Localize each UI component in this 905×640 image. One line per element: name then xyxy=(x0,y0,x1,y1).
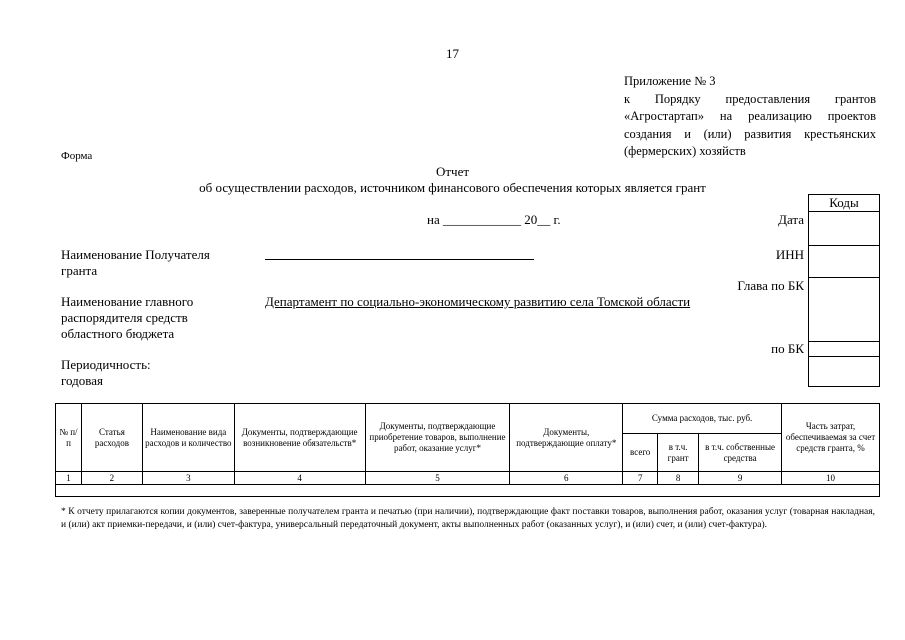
manager-value: Департамент по социально-экономическому развитию села Томской области xyxy=(265,294,691,309)
appendix-line-2: к Порядку предоставления грантов xyxy=(624,91,876,106)
code-cell-extra[interactable] xyxy=(809,356,879,387)
empty-data-cell[interactable] xyxy=(56,485,880,497)
col-number: 8 xyxy=(658,472,699,485)
col-number: 3 xyxy=(142,472,234,485)
col-number: 10 xyxy=(782,472,880,485)
col-number: 6 xyxy=(510,472,623,485)
date-year: 20__ xyxy=(524,212,551,227)
col-header-grant: в т.ч. грант xyxy=(658,434,699,472)
col-header-num: № п/п xyxy=(56,404,82,472)
period-label-line-1: Периодичность: xyxy=(61,357,151,372)
date-blank: ____________ xyxy=(442,212,521,227)
appendix-line-4: создания и (или) развития крестьянских xyxy=(624,126,876,141)
appendix-line-1: Приложение № 3 xyxy=(624,74,716,88)
col-number: 1 xyxy=(56,472,82,485)
recipient-label xyxy=(61,247,210,279)
col-number: 4 xyxy=(234,472,365,485)
codes-inn-label: ИНН xyxy=(775,247,804,262)
code-cell-inn[interactable] xyxy=(809,245,879,278)
col-number: 5 xyxy=(365,472,510,485)
codes-box xyxy=(808,194,880,387)
col-header-docs-obligation: Документы, подтверждающие возникновение обязательств* xyxy=(234,404,365,472)
page-number: 17 xyxy=(446,46,459,61)
col-number: 2 xyxy=(81,472,142,485)
codes-glava-label: Глава по БК xyxy=(737,278,804,293)
col-header-article: Статья расходов xyxy=(81,404,142,472)
period-label xyxy=(61,357,151,389)
table-row[interactable] xyxy=(56,485,880,497)
appendix-block xyxy=(624,73,876,161)
col-number: 9 xyxy=(699,472,782,485)
form-label: Форма xyxy=(61,150,93,162)
code-cell-bk[interactable] xyxy=(809,341,879,357)
column-number-row xyxy=(56,472,880,485)
recipient-label-line-1: Наименование Получателя xyxy=(61,247,210,262)
appendix-line-5: (фермерских) хозяйств xyxy=(624,144,746,158)
col-header-share: Часть затрат, обеспечиваемая за счет средств гранта, % xyxy=(782,404,880,472)
codes-bk-label: по БК xyxy=(771,341,804,356)
report-date-line xyxy=(427,212,561,228)
manager-label xyxy=(61,294,193,342)
col-header-total: всего xyxy=(623,434,658,472)
period-value: годовая xyxy=(61,373,103,388)
manager-label-line-2: распорядителя средств xyxy=(61,310,188,325)
report-title: Отчет xyxy=(435,164,470,179)
col-header-sum: Сумма расходов, тыс. руб. xyxy=(623,404,782,434)
col-header-docs-delivery: Документы, подтверждающие приобретение товаров, выполнение работ, оказание услуг* xyxy=(365,404,510,472)
col-header-type: Наименование вида расходов и количество xyxy=(142,404,234,472)
col-header-docs-payment: Документы, подтверждающие оплату* xyxy=(510,404,623,472)
date-suffix: г. xyxy=(553,212,561,227)
footnote: * К отчету прилагаются копии документов, заверенные получателем гранта и печатью (при наличии), подтверждающие факт поставки товаров, выполнения работ, оказания услуг (товарная накладная, и (или) акт приемки-передачи, и (или) счет-фактура, универсальный передаточный документ, акты выполненных работ (оказанных услуг), и (или) счет, и (или) счет-фактура). xyxy=(61,507,875,530)
code-cell-glava[interactable] xyxy=(809,277,879,342)
recipient-name-field[interactable] xyxy=(265,247,534,260)
col-header-own: в т.ч. собственные средства xyxy=(699,434,782,472)
expense-table xyxy=(55,403,880,497)
codes-header: Коды xyxy=(829,195,859,210)
appendix-line-3: «Агростартап» на реализацию проектов xyxy=(624,109,876,123)
codes-date-label: Дата xyxy=(778,212,804,227)
col-number: 7 xyxy=(623,472,658,485)
recipient-label-line-2: гранта xyxy=(61,263,98,278)
report-subtitle: об осуществлении расходов, источником финансового обеспечения которых является грант xyxy=(199,180,706,195)
code-cell-date[interactable] xyxy=(809,211,879,246)
date-prefix: на xyxy=(427,212,440,227)
manager-label-line-3: областного бюджета xyxy=(61,326,175,341)
manager-label-line-1: Наименование главного xyxy=(61,294,194,309)
